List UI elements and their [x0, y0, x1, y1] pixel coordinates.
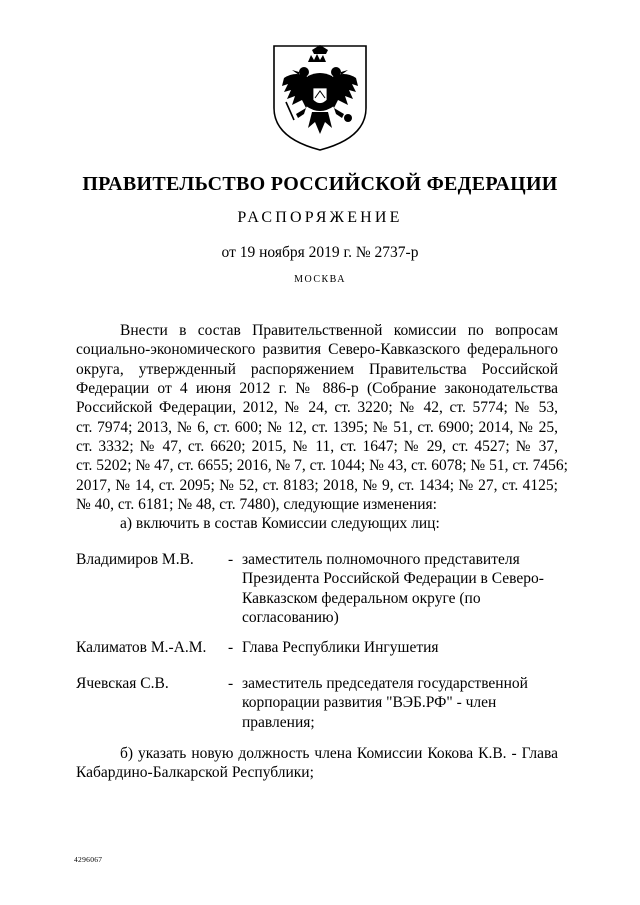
government-title: ПРАВИТЕЛЬСТВО РОССИЙСКОЙ ФЕДЕРАЦИИ — [82, 173, 558, 195]
member-name: Владимиров М.В. — [76, 551, 194, 568]
member-role: Глава Республики Ингушетия — [242, 639, 439, 656]
paragraph-line: б) указать новую должность члена Комиссии Кокова К.В. - Глава — [120, 745, 558, 762]
paragraph-line: социально-экономического развития Северо-Кавказского федерального — [76, 341, 558, 359]
russian-coat-of-arms-icon — [268, 42, 372, 154]
paragraph-line: Федерации от 4 июня 2012 г. № 886-р (Собрание законодательства — [76, 380, 558, 398]
intro-paragraph — [76, 321, 568, 514]
member-dash: - — [228, 675, 234, 692]
paragraph-line: Кабардино-Балкарской Республики; — [76, 764, 314, 782]
member-dash: - — [228, 551, 234, 568]
document-type: РАСПОРЯЖЕНИЕ — [237, 209, 403, 226]
issue-city: МОСКВА — [294, 274, 346, 285]
paragraph-line: ст. 7974; 2013, № 6, ст. 600; № 12, ст. 1395; № 51, ст. 6900; 2014, № 25, — [76, 418, 558, 436]
member-dash: - — [228, 639, 234, 656]
member-name: Ячевская С.В. — [76, 675, 169, 692]
item-a-heading: а) включить в состав Комиссии следующих лиц: — [120, 515, 440, 532]
paragraph-line: ст. 5202; № 47, ст. 6655; 2016, № 7, ст. 1044; № 43, ст. 6078; № 51, ст. 7456; — [76, 457, 568, 475]
paragraph-line: ст. 3332; № 47, ст. 6620; 2015, № 11, ст. 1647; № 29, ст. 4527; № 37, — [76, 438, 558, 456]
item-b-paragraph — [76, 744, 558, 783]
member-role: заместитель полномочного представителя Президента Российской Федерации в Северо-Кавказском федеральном округе (по согласованию) — [242, 551, 544, 627]
paragraph-line: № 40, ст. 6181; № 48, ст. 7480), следующие изменения: — [76, 496, 437, 514]
member-role: заместитель председателя государственной корпорации развития "ВЭБ.РФ" - член правления; — [242, 675, 528, 731]
paragraph-line: округа, утвержденный распоряжением Правительства Российской — [76, 360, 558, 378]
paragraph-line: 2017, № 14, ст. 2095; № 52, ст. 8183; 2018, № 9, ст. 1434; № 27, ст. 4125; — [76, 476, 558, 494]
document-date-number: от 19 ноября 2019 г. № 2737-р — [221, 244, 419, 261]
member-name: Калиматов М.-А.М. — [76, 639, 207, 656]
document-code: 4296067 — [74, 855, 103, 864]
paragraph-line: Внести в состав Правительственной комиссии по вопросам — [120, 322, 558, 339]
paragraph-line: Российской Федерации, 2012, № 24, ст. 3220; № 42, ст. 5774; № 53, — [76, 399, 558, 417]
